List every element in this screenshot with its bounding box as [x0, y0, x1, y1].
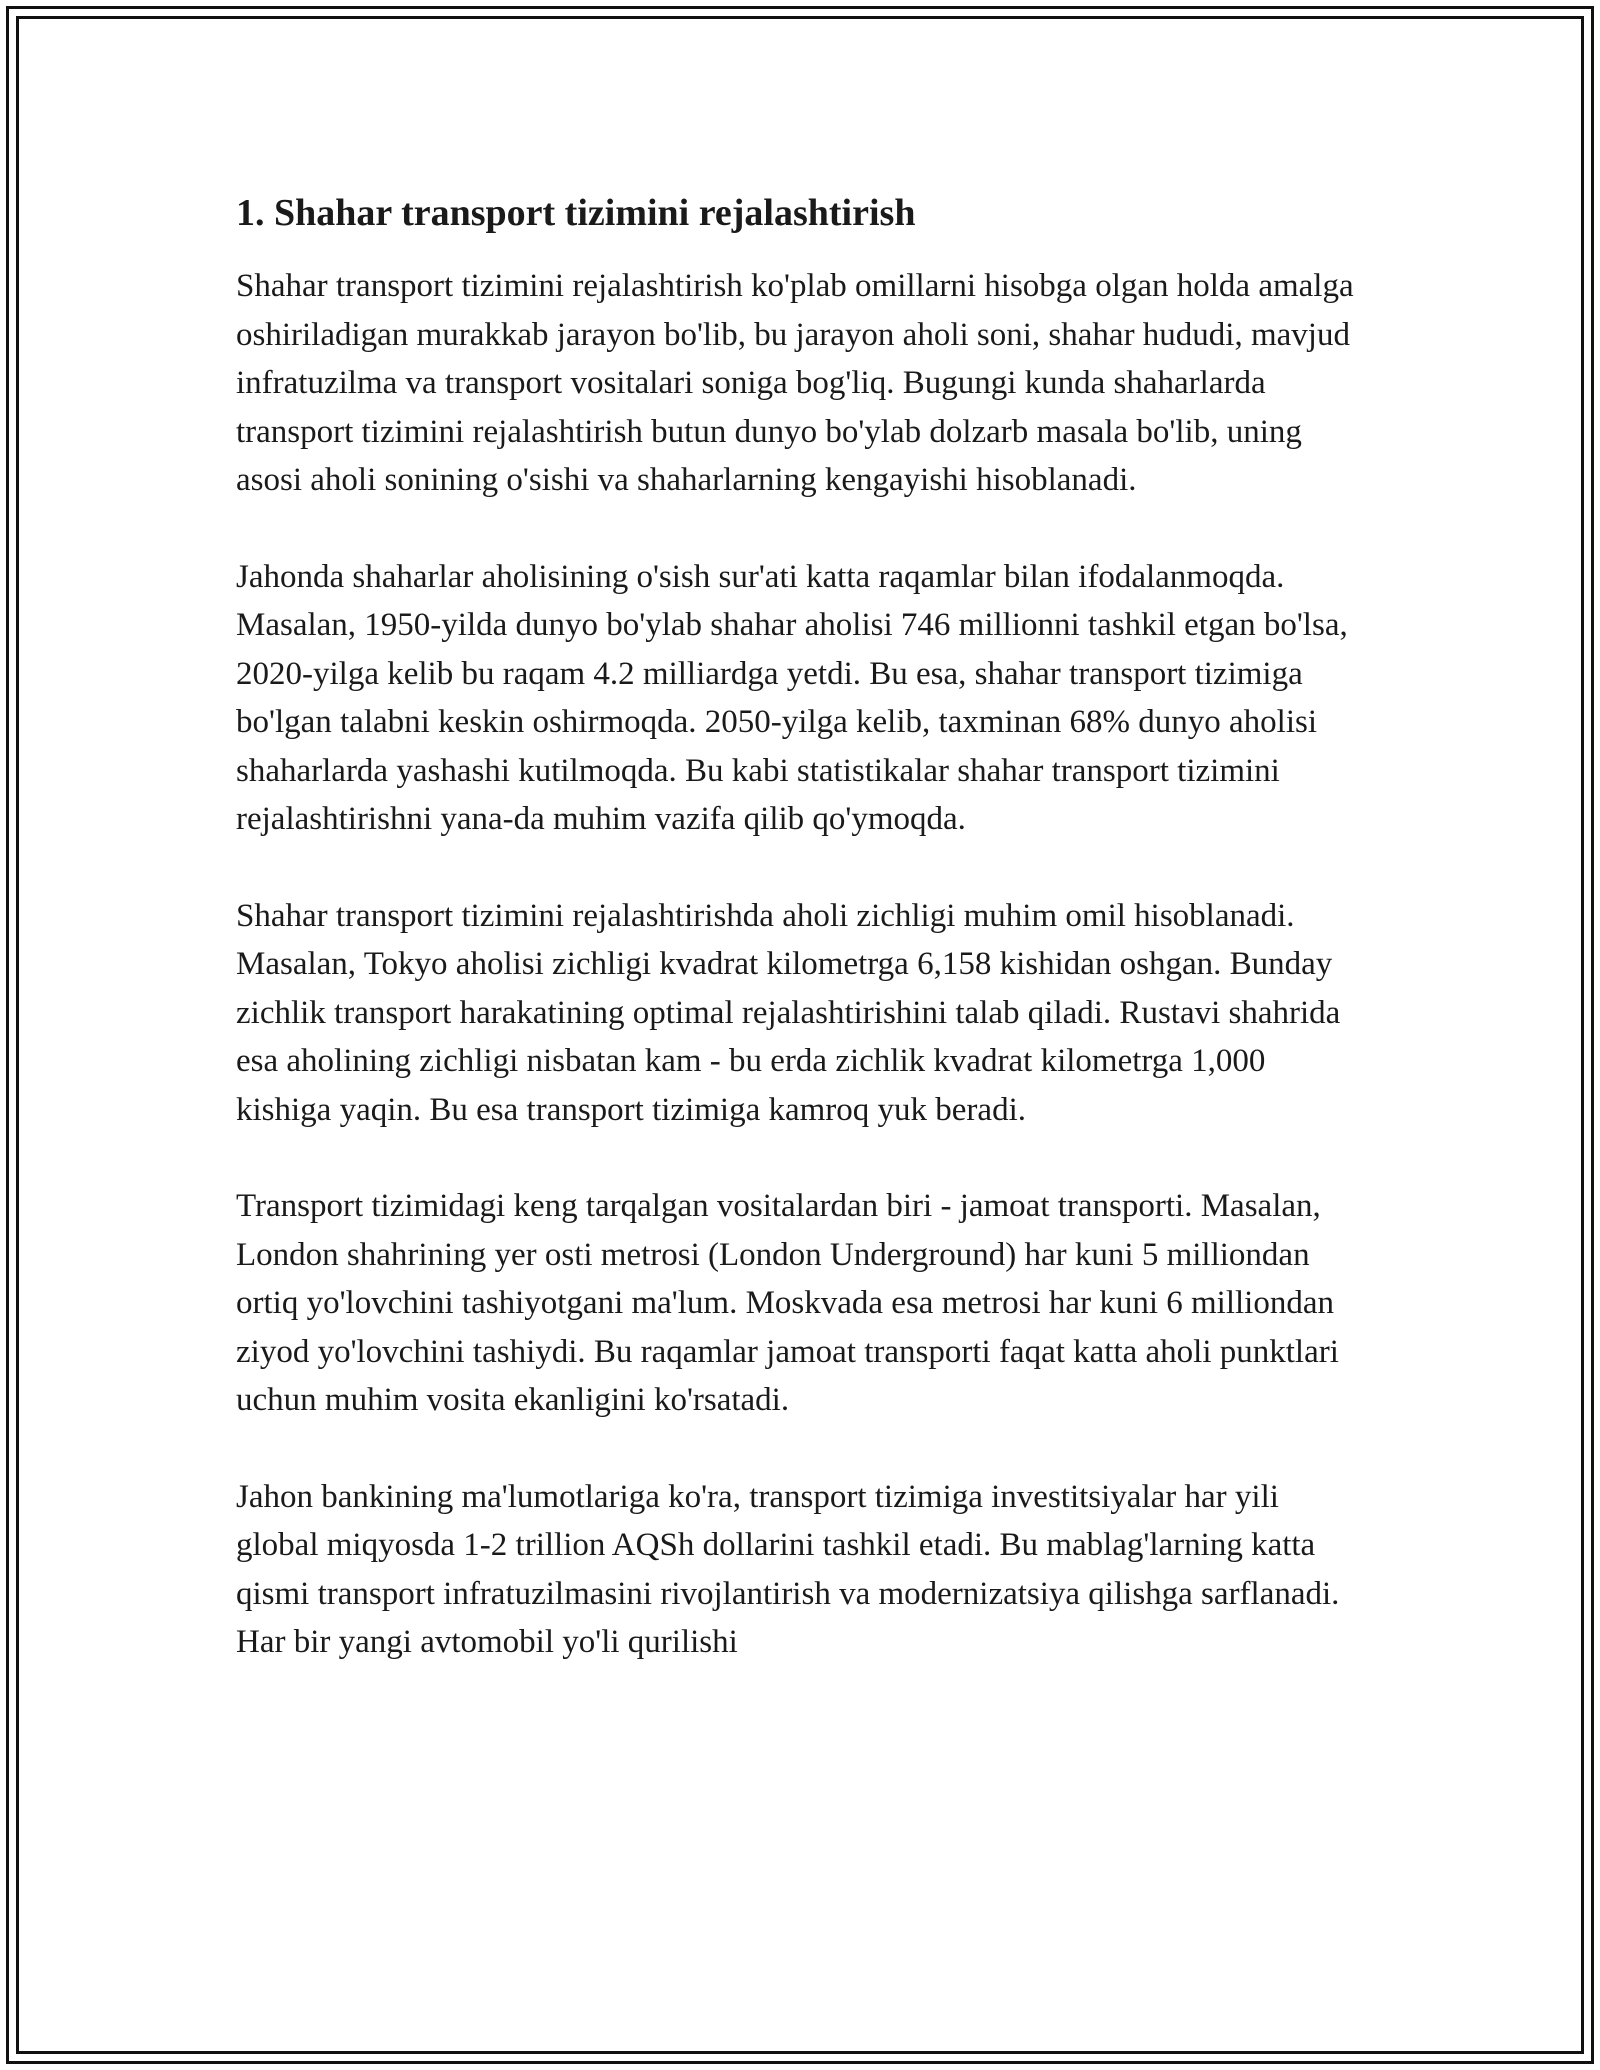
paragraph-2: Jahonda shaharlar aholisining o'sish sur'ati katta raqamlar bilan ifodalanmoqda. Masalan, 1950-yilda dunyo bo'ylab shahar aholisi 746 millionni tashkil etgan bo'lsa, 2020-yilga kelib bu raqam 4.2 milliardga yetdi. Bu esa, shahar transport tizimiga bo'lgan talabni keskin oshirmoqda. 2050-yilga kelib, taxminan 68% dunyo aholisi shaharlarda yashashi kutilmoqda. Bu kabi statistikalar shahar transport tizimini rejalashtirishni yana-da muhim vazifa qilib qo'ymoqda.: [236, 558, 1348, 837]
paragraph-4: Transport tizimidagi keng tarqalgan vositalardan biri - jamoat transporti. Masalan, London shahrining yer osti metrosi (London Underground) har kuni 5 milliondan ortiq yo'lovchini tashiyotgani ma'lum. Moskvada esa metrosi har kuni 6 milliondan ziyod yo'lovchini tashiydi. Bu raqamlar jamoat transporti faqat katta aholi punktlari uchun muhim vosita ekanligini ko'rsatadi.: [236, 1188, 1339, 1418]
paragraph-3: Shahar transport tizimini rejalashtirishda aholi zichligi muhim omil hisoblanadi. Masalan, Tokyo aholisi zichligi kvadrat kilometrga 6,158 kishidan oshgan. Bunday zichlik transport harakatining optimal rejalashtirishini talab qiladi. Rustavi shahrida esa aholining zichligi nisbatan kam - bu erda zichlik kvadrat kilometrga 1,000 kishiga yaqin. Bu esa transport tizimiga kamroq yuk beradi.: [236, 897, 1341, 1128]
document-body: [236, 186, 1366, 1715]
section-heading: 1. Shahar transport tizimini rejalashtirish: [236, 192, 916, 234]
paragraph-1: Shahar transport tizimini rejalashtirish ko'plab omillarni hisobga olgan holda amalga oshiriladigan murakkab jarayon bo'lib, bu jarayon aholi soni, shahar hududi, mavjud infratuzilma va transport vositalari soniga bog'liq. Bugungi kunda shaharlarda transport tizimini rejalashtirish butun dunyo bo'ylab dolzarb masala bo'lib, uning asosi aholi sonining o'sishi va shaharlarning kengayishi hisoblanadi.: [236, 268, 1354, 498]
paragraph-5: Jahon bankining ma'lumotlariga ko'ra, transport tizimiga investitsiyalar har yili global miqyosda 1-2 trillion AQSh dollarini tashkil etadi. Bu mablag'larning katta qismi transport infratuzilmasini rivojlantirish va modernizatsiya qilishga sarflanadi. Har bir yangi avtomobil yo'li qurilishi: [236, 1478, 1340, 1660]
